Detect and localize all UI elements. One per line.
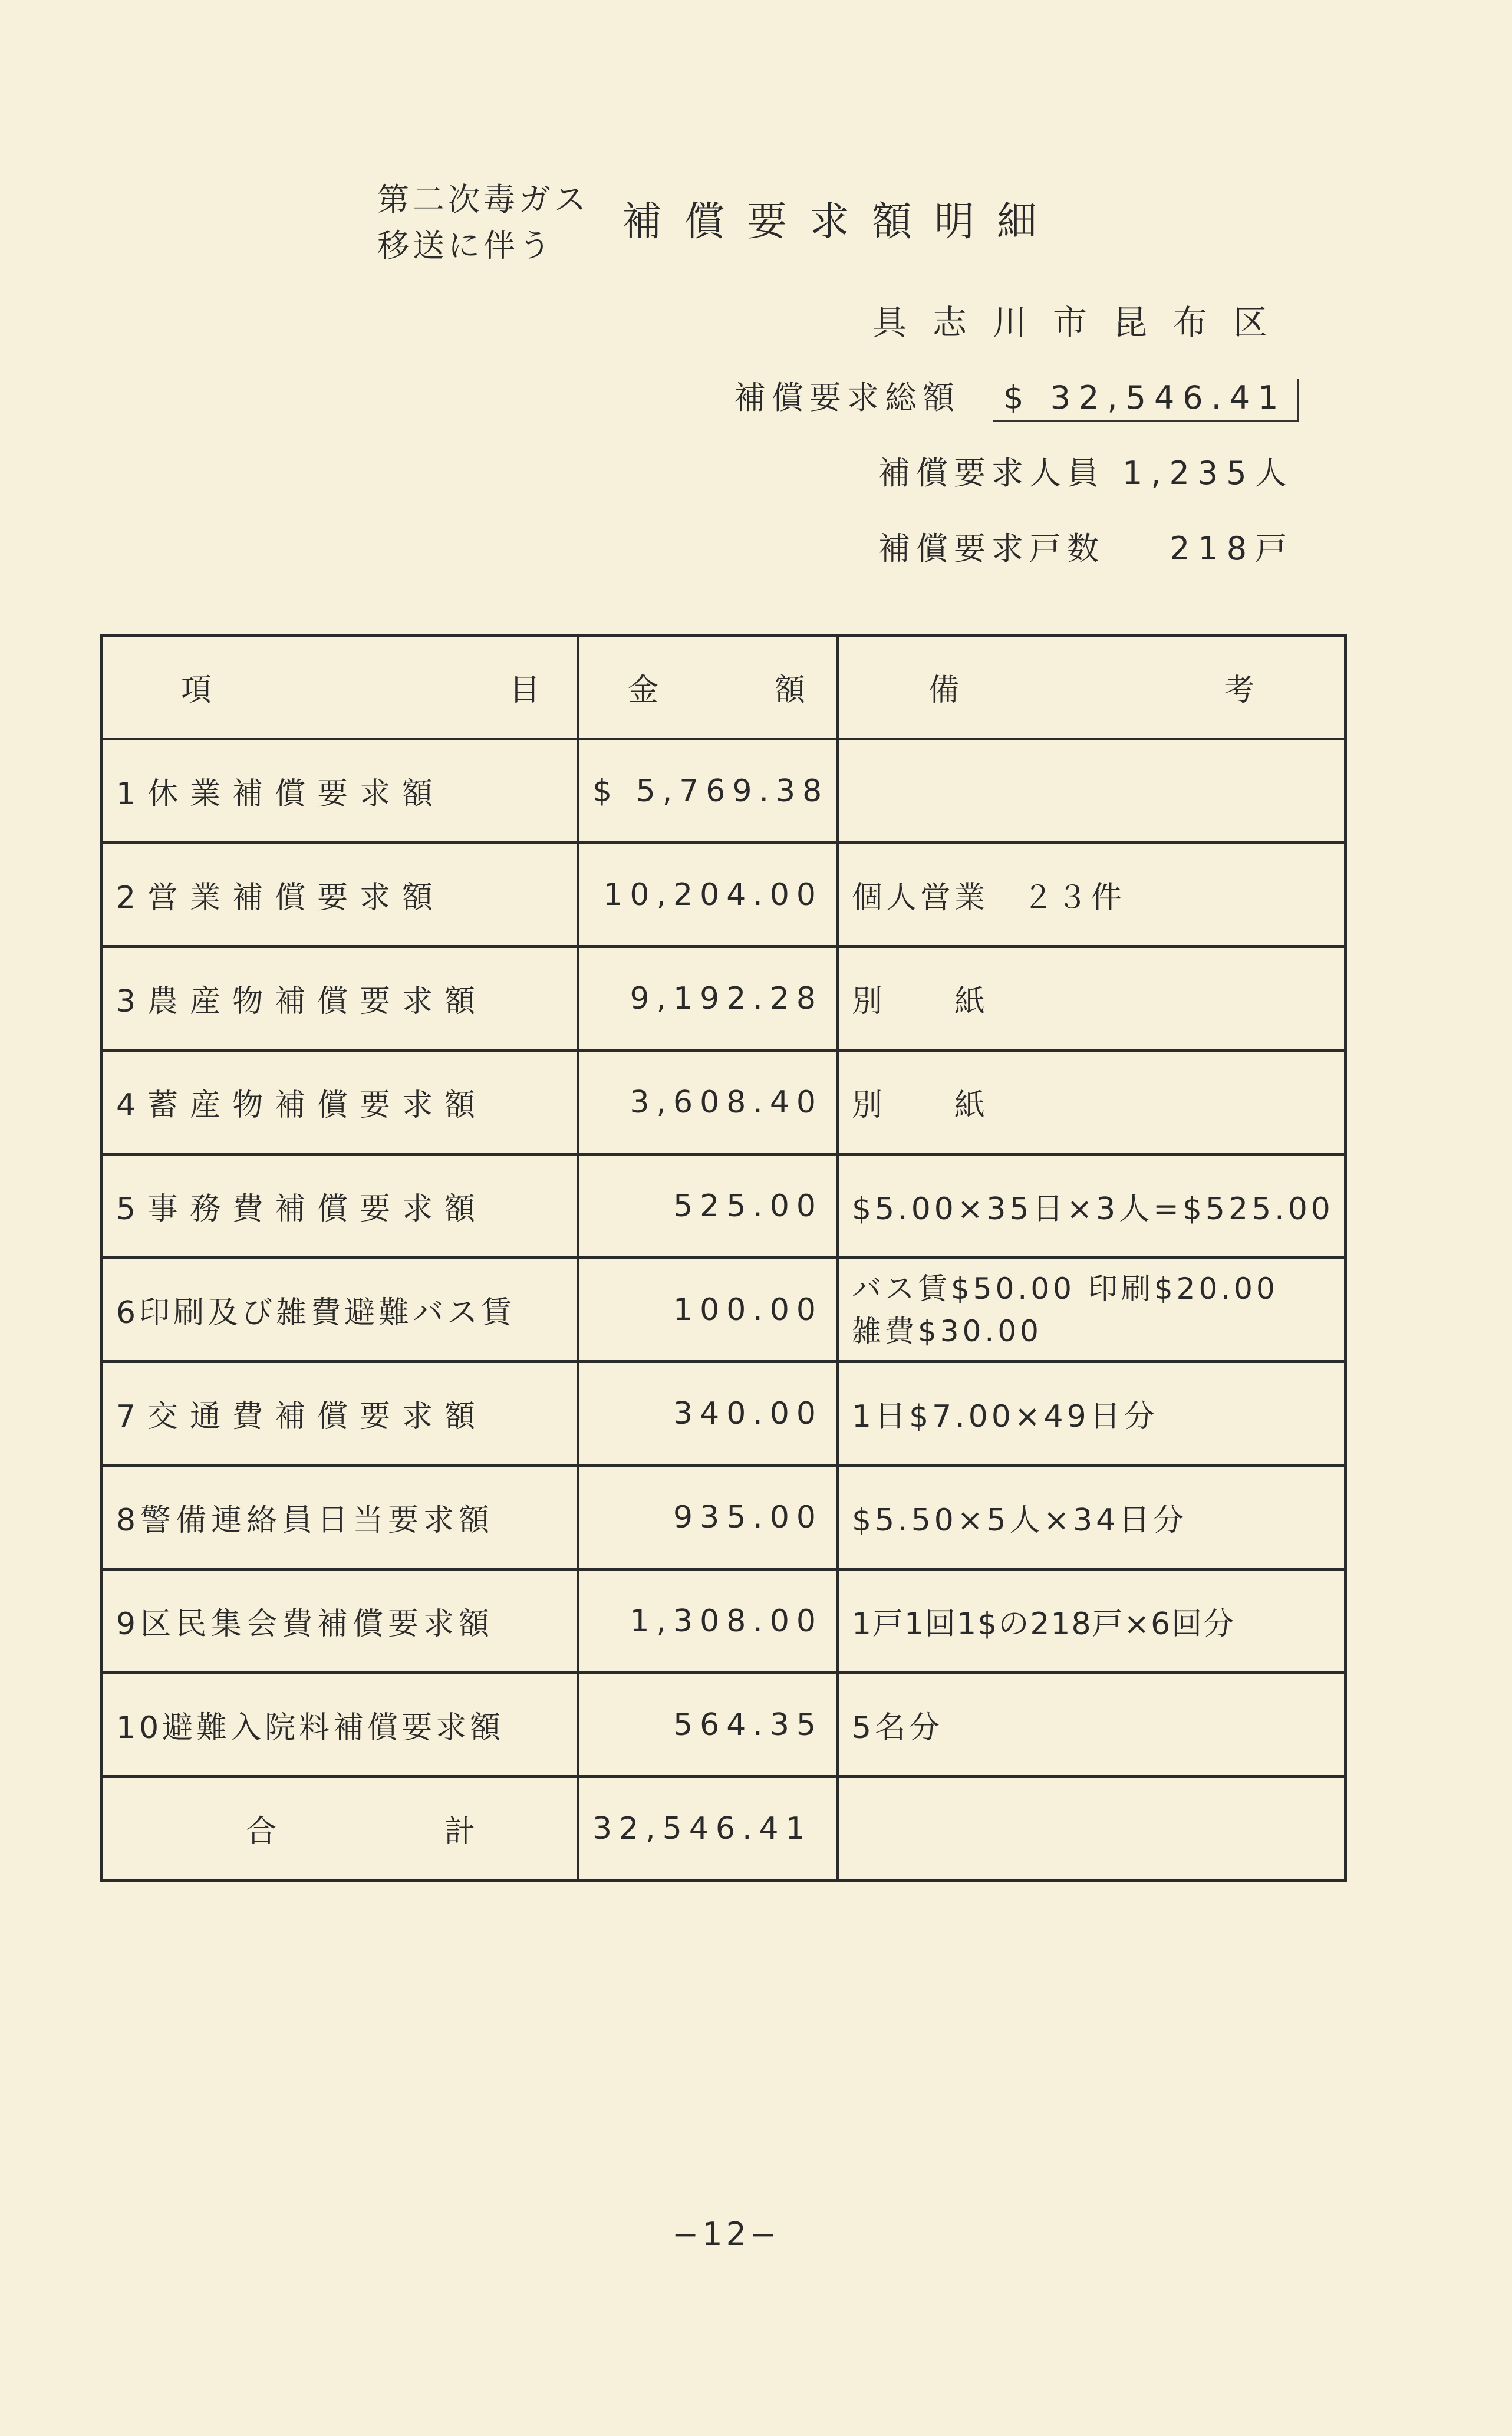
total-claim-value: 32,546.41 — [1050, 379, 1287, 416]
header-amount-b: 額 — [774, 673, 805, 708]
row-remark: 5名分 — [838, 1673, 1346, 1777]
row-item: 1休業補償要求額 — [102, 739, 578, 843]
row-item: 6印刷及び雑費避難バス賃 — [102, 1258, 578, 1362]
table-row — [102, 739, 1346, 843]
row-remark — [838, 739, 1346, 843]
row-amount: 3,608.40 — [578, 1051, 838, 1154]
claim-people-label: 補償要求人員 — [878, 455, 1105, 492]
row-item: 5事務費補償要求額 — [102, 1154, 578, 1258]
header-remark-b: 考 — [1223, 673, 1254, 708]
table-row — [102, 1569, 1346, 1673]
claim-households-value: 218戸 — [1170, 530, 1296, 567]
row-item: 8警備連絡員日当要求額 — [102, 1466, 578, 1569]
row-amount: 340.00 — [578, 1362, 838, 1466]
total-label-a: 合 — [246, 1814, 277, 1849]
table-row — [102, 843, 1346, 947]
table-row — [102, 1673, 1346, 1777]
title-prefix — [377, 177, 589, 269]
row-amount: 9,192.28 — [578, 947, 838, 1051]
row-amount: 935.00 — [578, 1466, 838, 1569]
row-remark: $5.50×5人×34日分 — [838, 1466, 1346, 1569]
header-amount — [578, 636, 838, 739]
header-item — [102, 636, 578, 739]
row-item: 3農産物補償要求額 — [102, 947, 578, 1051]
header-item-a: 項 — [181, 673, 212, 708]
row-item: 10避難入院料補償要求額 — [102, 1673, 578, 1777]
table-row — [102, 1362, 1346, 1466]
row-item: 4蓄産物補償要求額 — [102, 1051, 578, 1154]
row-remark: 個人営業 ２３件 — [838, 843, 1346, 947]
row-amount: 525.00 — [578, 1154, 838, 1258]
row-item: 7交通費補償要求額 — [102, 1362, 578, 1466]
total-claim-label: 補償要求総額 — [734, 379, 960, 416]
header-amount-a: 金 — [628, 673, 659, 708]
total-amount: 32,546.41 — [578, 1777, 838, 1881]
total-claim-box — [993, 379, 1299, 422]
header-remark-a: 備 — [928, 673, 960, 708]
row-amount: 1,308.00 — [578, 1569, 838, 1673]
table-row — [102, 1258, 1346, 1362]
total-label-b: 計 — [444, 1814, 475, 1849]
page-title: 補償要求額明細 — [622, 199, 1060, 245]
table-total-row — [102, 1777, 1346, 1881]
claim-people-line — [878, 448, 1295, 493]
row-remark: 別 紙 — [838, 947, 1346, 1051]
title-prefix-line1: 第二次毒ガス — [377, 181, 589, 218]
row-remark — [838, 1258, 1346, 1362]
table-row — [102, 947, 1346, 1051]
table-header-row — [102, 636, 1346, 739]
row-amount: 564.35 — [578, 1673, 838, 1777]
table-row — [102, 1154, 1346, 1258]
header-item-b: 目 — [509, 673, 540, 708]
claim-households-line — [878, 524, 1295, 569]
row-remark: 別 紙 — [838, 1051, 1346, 1154]
row-amount: 100.00 — [578, 1258, 838, 1362]
row-remark: 1戸1回1$の218戸×6回分 — [838, 1569, 1346, 1673]
claim-people-value: 1,235人 — [1122, 455, 1295, 492]
total-claim-currency: $ — [1003, 379, 1032, 416]
page-number: −12− — [672, 2216, 780, 2253]
row-remark-line2: 雑費$30.00 — [852, 1314, 1042, 1348]
table-row — [102, 1466, 1346, 1569]
total-remark — [838, 1777, 1346, 1881]
row-remark: $5.00×35日×3人=$525.00 — [838, 1154, 1346, 1258]
row-amount: $ 5,769.38 — [578, 739, 838, 843]
table-row — [102, 1051, 1346, 1154]
row-remark-line1: バス賃$50.00 印刷$20.00 — [852, 1271, 1279, 1306]
total-label — [102, 1777, 578, 1881]
total-claim-line — [734, 373, 1299, 422]
row-item: 2営業補償要求額 — [102, 843, 578, 947]
row-remark: 1日$7.00×49日分 — [838, 1362, 1346, 1466]
claim-detail-table — [100, 634, 1347, 1882]
row-item: 9区民集会費補償要求額 — [102, 1569, 578, 1673]
title-prefix-line2: 移送に伴う — [377, 227, 554, 264]
claim-households-label: 補償要求戸数 — [878, 530, 1105, 567]
header-remarks — [838, 636, 1346, 739]
district-name: 具志川市昆布区 — [872, 302, 1294, 343]
row-amount: 10,204.00 — [578, 843, 838, 947]
